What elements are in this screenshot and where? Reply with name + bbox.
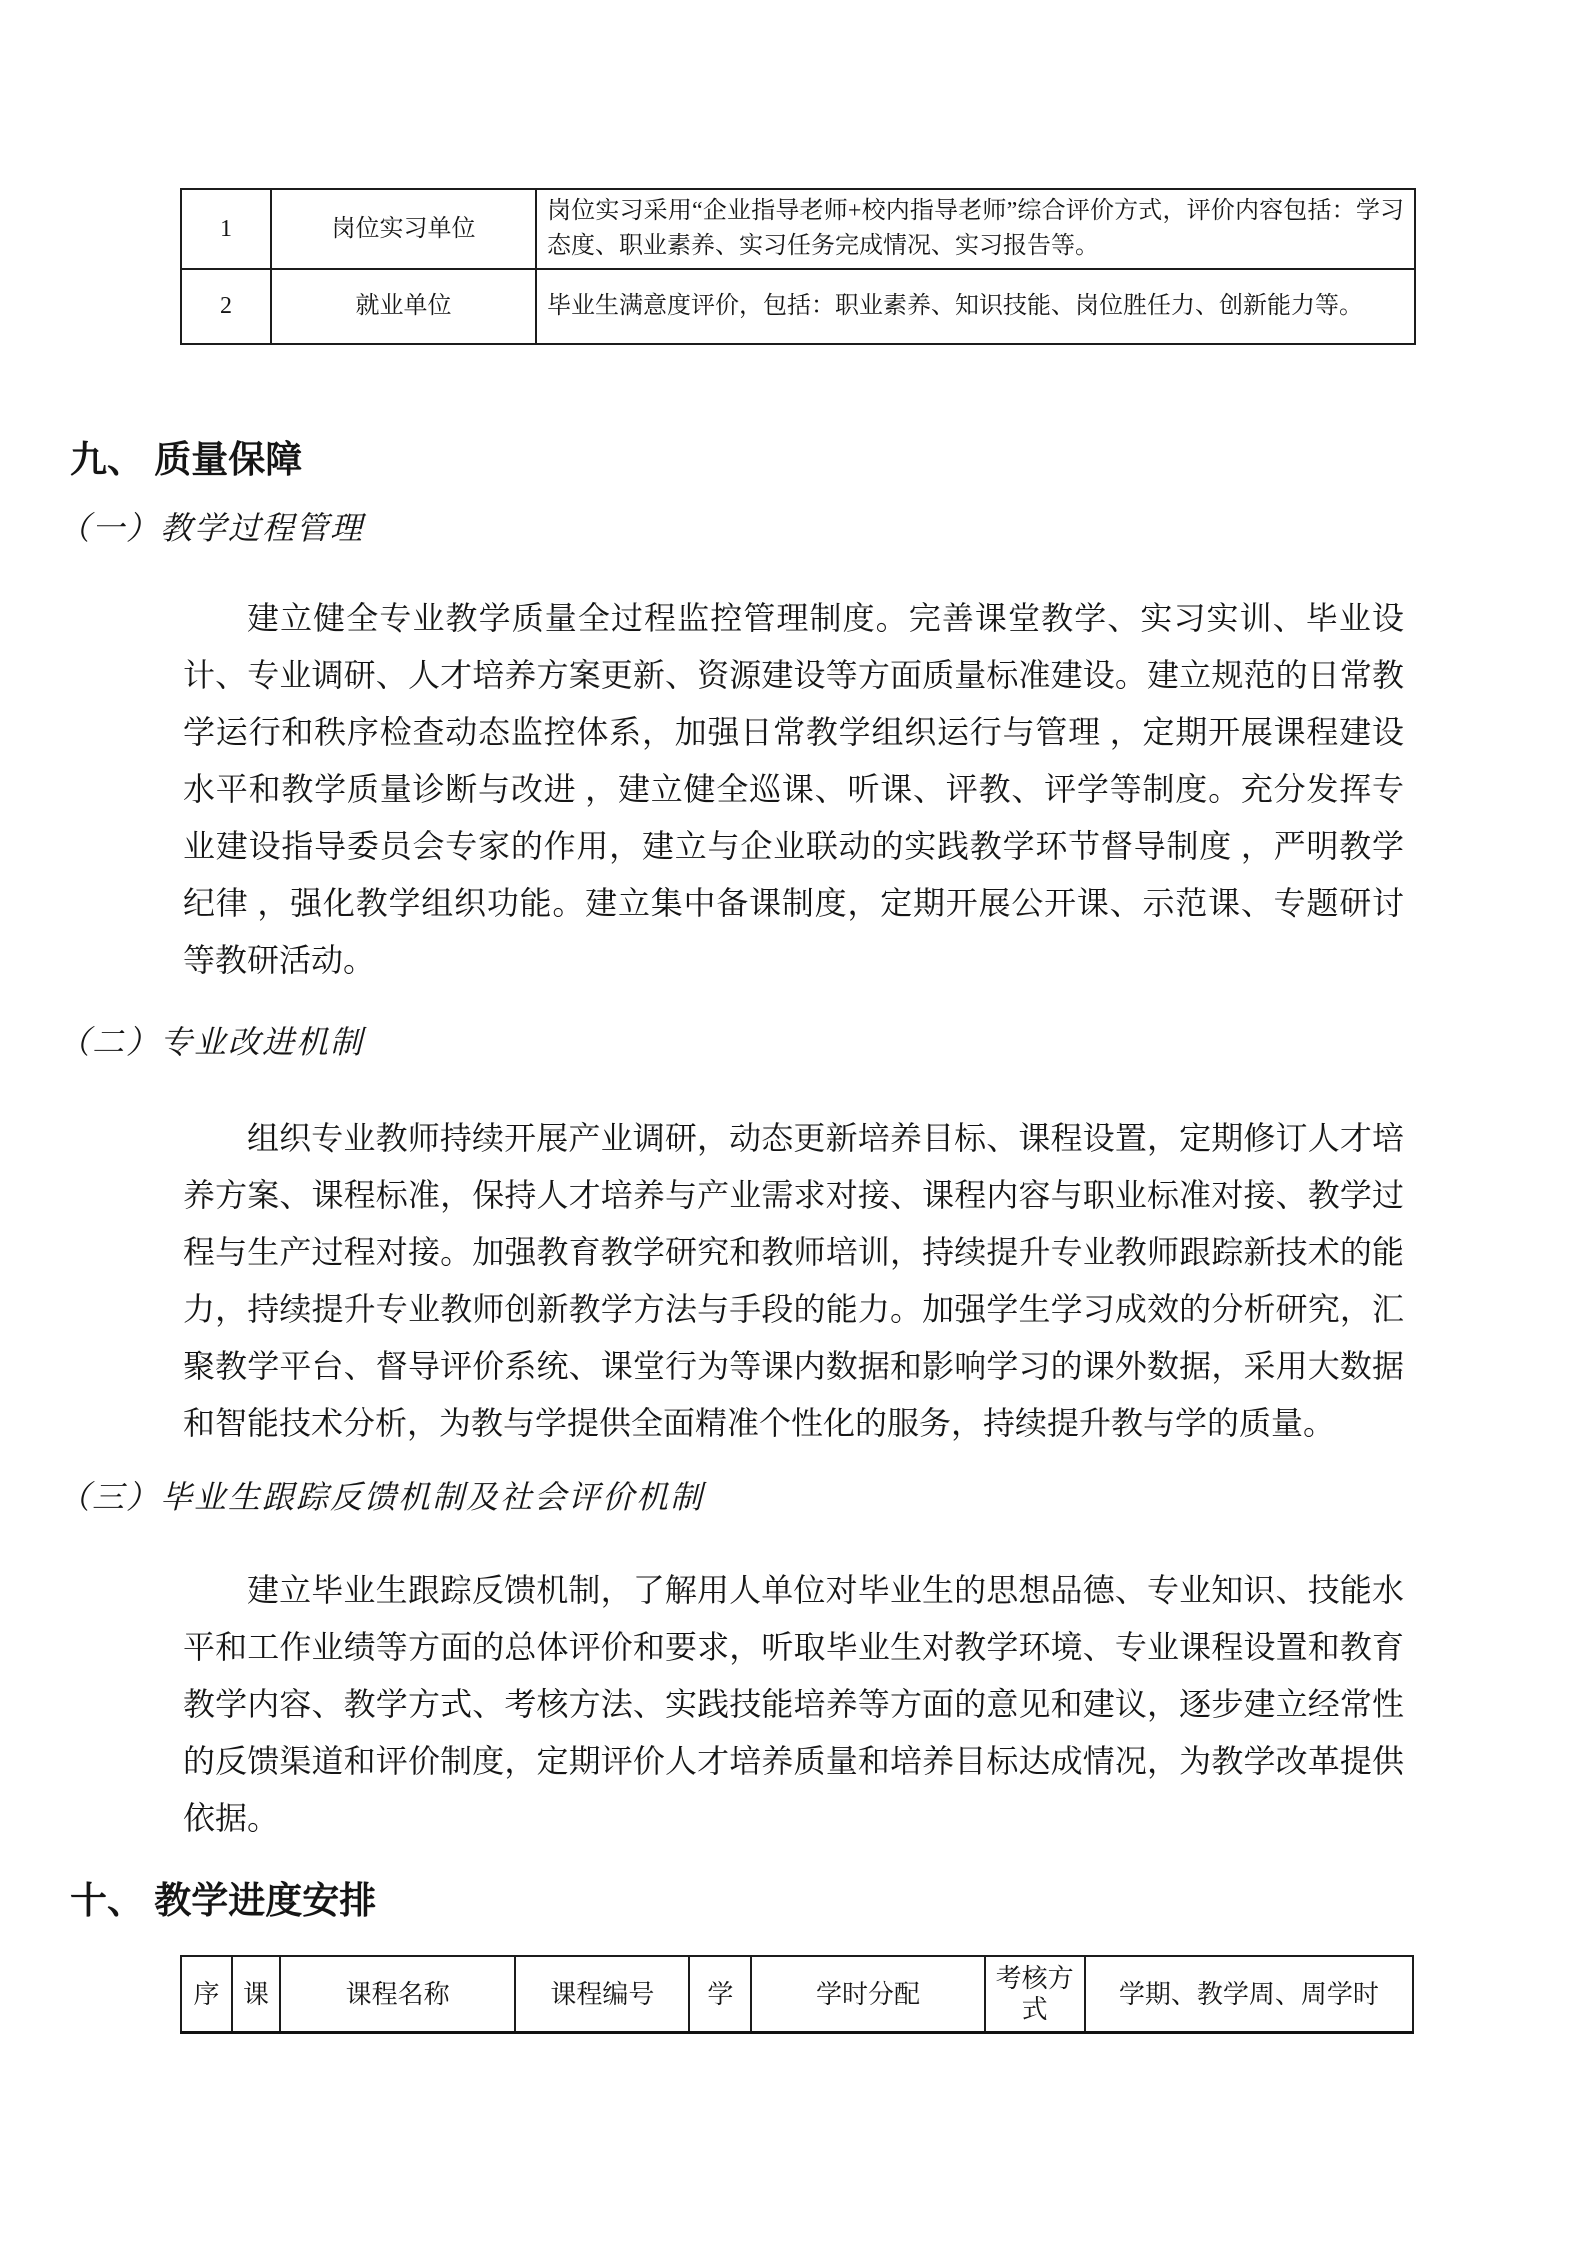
col-header-hours-allocation: 学时分配: [751, 1956, 984, 2033]
subsection-2-heading: （二）专业改进机制: [58, 1024, 365, 1060]
eval-row2-description: 毕业生满意度评价，包括：职业素养、知识技能、岗位胜任力、创新能力等。: [536, 269, 1415, 344]
table-header-row: [181, 1956, 1413, 2033]
subsection-1-paragraph: 建立健全专业教学质量全过程监控管理制度。完善课堂教学、实习实训、毕业设计、专业调研、人才培养方案更新、资源建设等方面质量标准建设。建立规范的日常教学运行和秩序检查动态监控体系，加强日常教学组织运行与管理 ，定期开展课程建设水平和教学质量诊断与改进 ，建立健全巡课、听课、评教、评学等制度。充分发挥专业建设指导委员会专家的作用，建立与企业联动的实践教学环节督导制度 ，严明教学纪律 ，强化教学组织功能。建立集中备课制度，定期开展公开课、示范课、专题研讨等教研活动。: [183, 600, 1404, 978]
subsection-3-paragraph: 建立毕业生跟踪反馈机制，了解用人单位对毕业生的思想品德、专业知识、技能水平和工作业绩等方面的总体评价和要求，听取毕业生对教学环境、专业课程设置和教育教学内容、教学方式、考核方法、实践技能培养等方面的意见和建议，逐步建立经常性的反馈渠道和评价制度，定期评价人才培养质量和培养目标达成情况，为教学改革提供依据。: [183, 1572, 1404, 1836]
section-nine-title: 九、 质量保障: [70, 439, 303, 480]
section-ten-title: 十、 教学进度安排: [70, 1880, 377, 1921]
subsection-3-heading: （三）毕业生跟踪反馈机制及社会评价机制: [58, 1479, 705, 1515]
subsection-1-heading: （一）教学过程管理: [58, 510, 365, 546]
table-row: [181, 269, 1415, 344]
table-row: [181, 189, 1415, 269]
evaluation-table: [180, 188, 1416, 345]
col-header-assessment-method: 考核方式: [985, 1956, 1085, 2033]
eval-row1-unit: 岗位实习单位: [271, 189, 536, 269]
col-header-course-type: 课: [232, 1956, 280, 2033]
col-header-semester-weeks: 学期、教学周、周学时: [1085, 1956, 1413, 2033]
subsection-2-paragraph: 组织专业教师持续开展产业调研，动态更新培养目标、课程设置，定期修订人才培养方案、课程标准，保持人才培养与产业需求对接、课程内容与职业标准对接、教学过程与生产过程对接。加强教育教学研究和教师培训，持续提升专业教师跟踪新技术的能力，持续提升专业教师创新教学方法与手段的能力。加强学生学习成效的分析研究，汇聚教学平台、督导评价系统、课堂行为等课内数据和影响学习的课外数据，采用大数据和智能技术分析，为教与学提供全面精准个性化的服务，持续提升教与学的质量。: [183, 1120, 1404, 1441]
eval-row1-no: 1: [181, 189, 271, 269]
col-header-credits: 学: [689, 1956, 751, 2033]
col-header-course-name: 课程名称: [280, 1956, 515, 2033]
eval-row1-description: 岗位实习采用“企业指导老师+校内指导老师”综合评价方式，评价内容包括：学习态度、职业素养、实习任务完成情况、实习报告等。: [536, 189, 1415, 269]
col-header-course-code: 课程编号: [515, 1956, 689, 2033]
eval-row2-no: 2: [181, 269, 271, 344]
col-header-seq: 序: [181, 1956, 232, 2033]
eval-row2-unit: 就业单位: [271, 269, 536, 344]
schedule-table: [180, 1955, 1414, 2034]
